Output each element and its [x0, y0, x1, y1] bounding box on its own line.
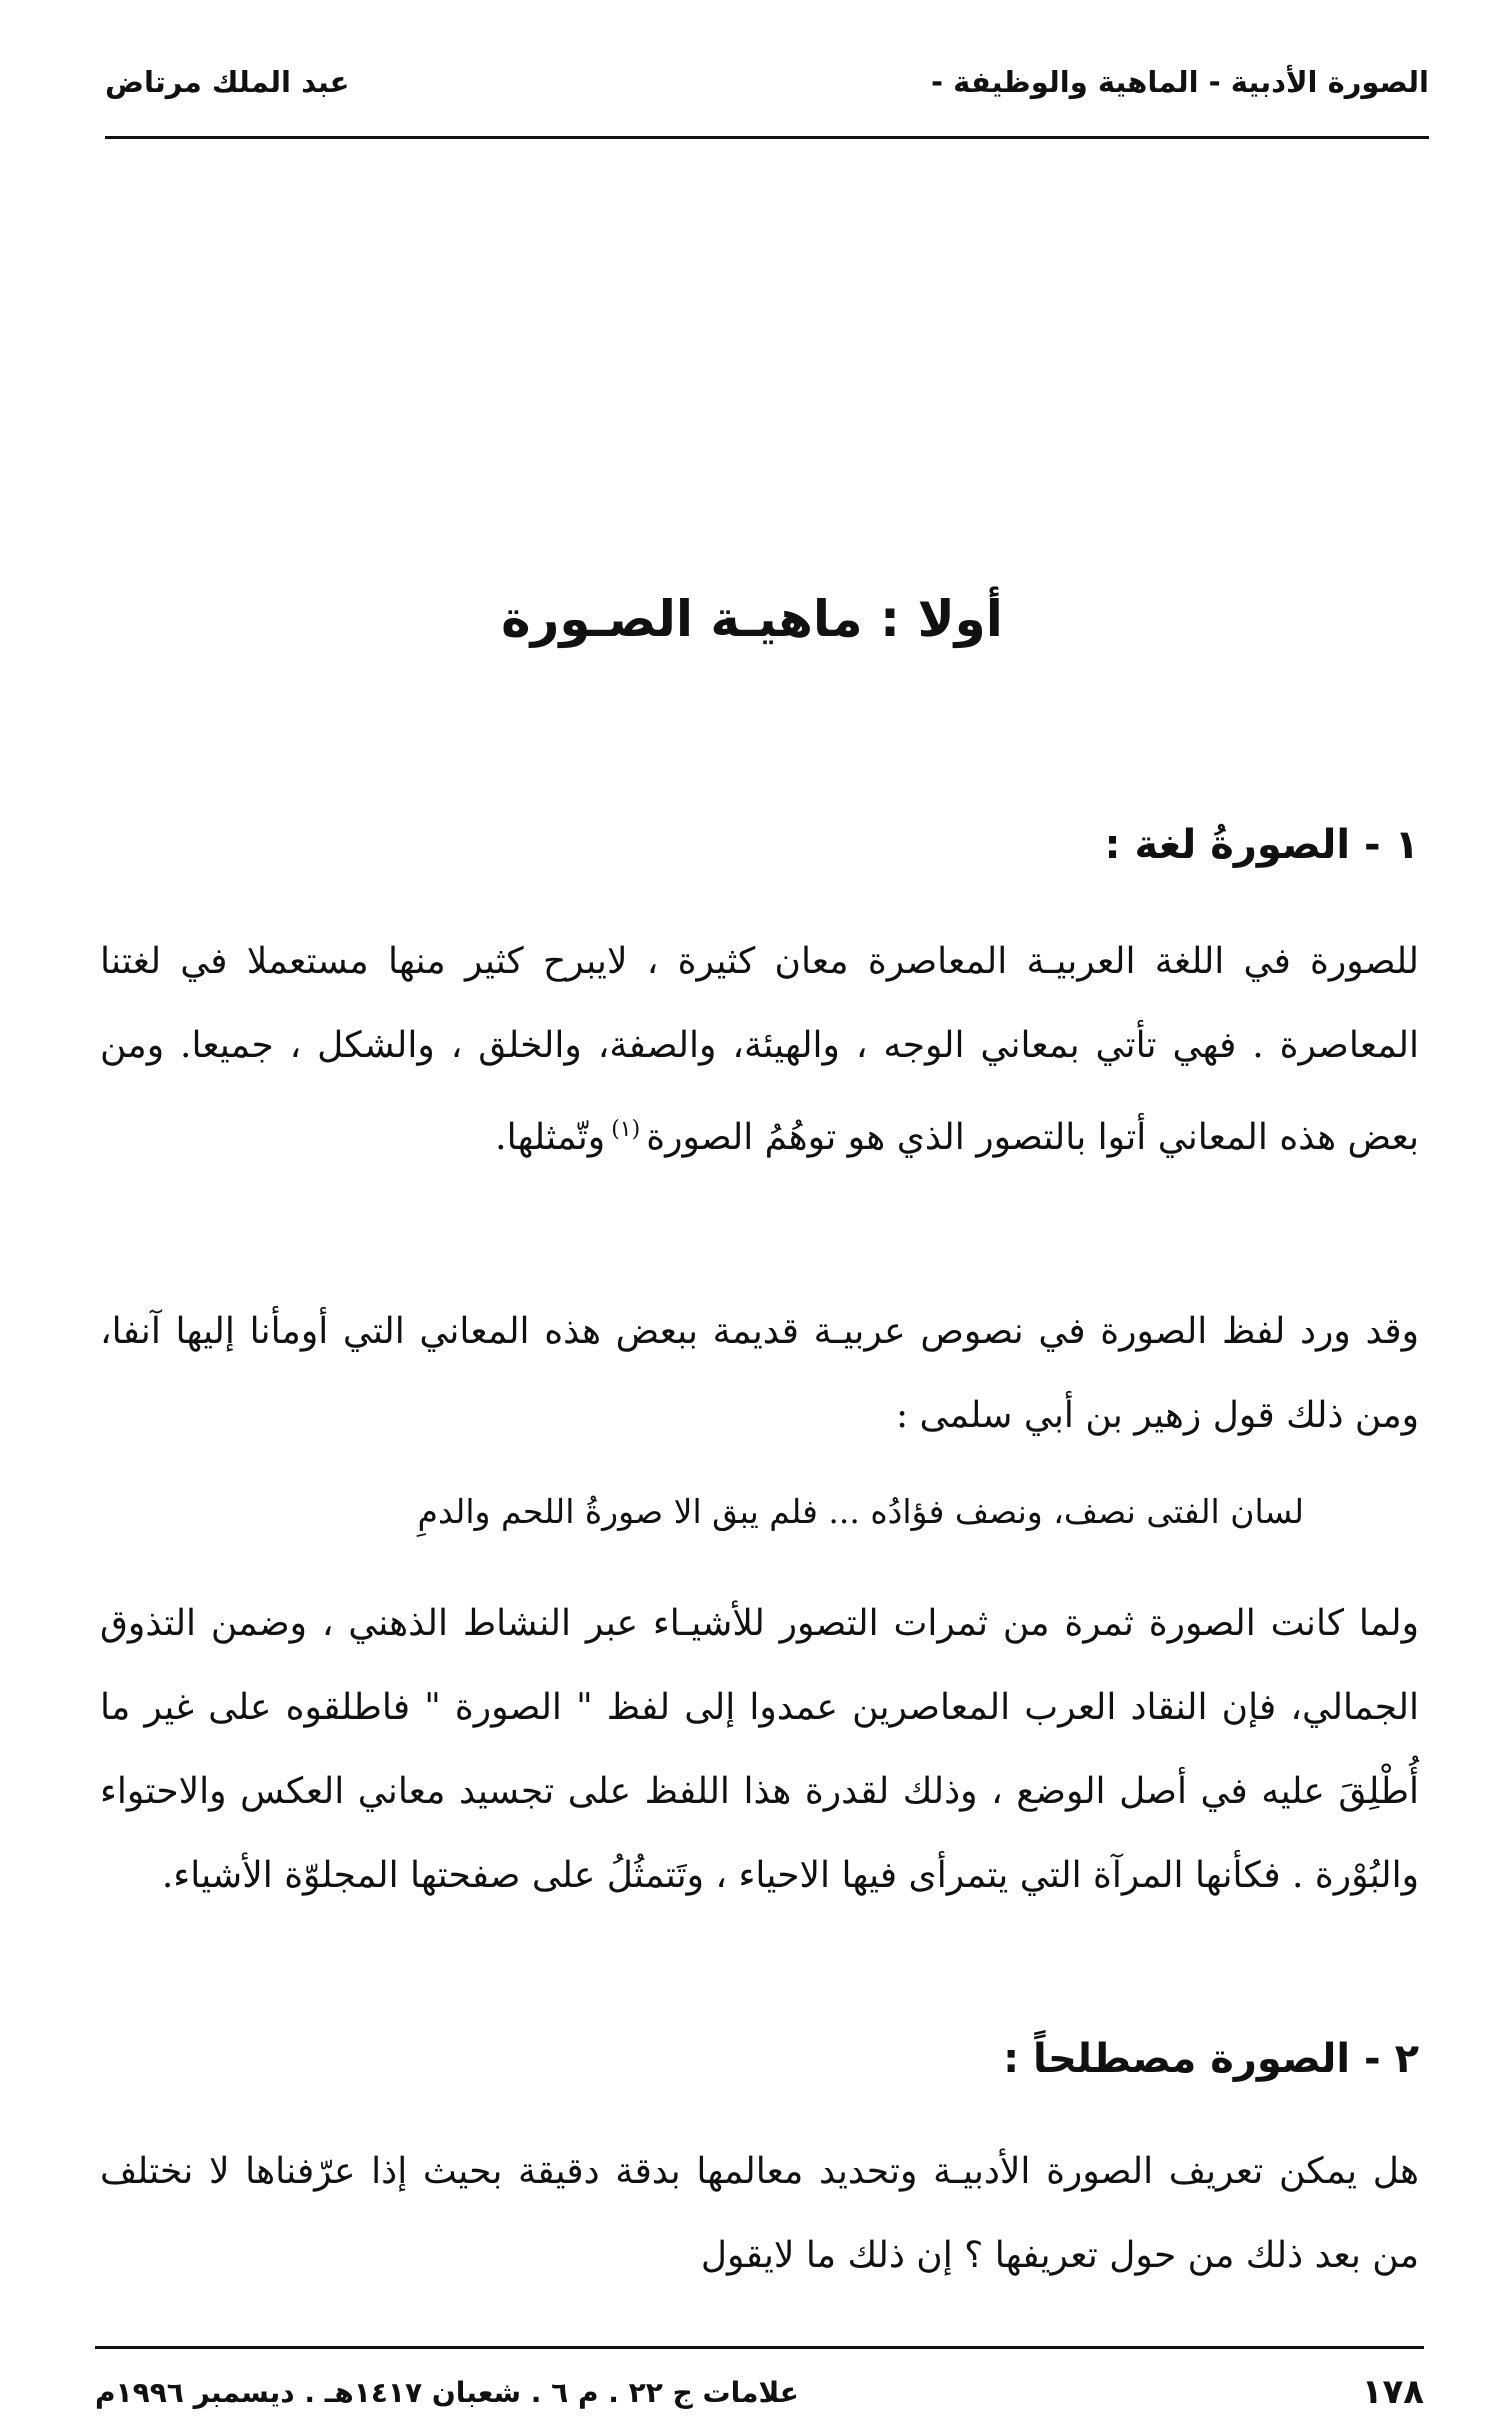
section-heading-term: ٢ - الصورة مصطلحاً :	[1003, 2036, 1419, 2082]
running-footer	[95, 2372, 1424, 2412]
paragraph-3: ولما كانت الصورة ثمرة من ثمرات التصور للأشيـاء عبر النشاط الذهني ، وضمن التذوق الجمالي، فإن النقاد العرب المعاصرين عمدوا إلى لفظ " الصورة " فاطلقوه على غير ما أُطْلِقَ عليه في أصل الوضع ، وذلك لقدرة هذا اللفظ على تجسيد معاني العكس والاحتواء والبُوْرة . فكأنها المرآة التي يتمرأى فيها الاحياء ، وتَتمثُلُ على صفحتها المجلوّة الأشياء.	[100, 1603, 1419, 1896]
header-author: عبد الملك مرتاض	[105, 65, 350, 99]
paragraph-4: هل يمكن تعريف الصورة الأدبيـة وتحديد معالمها بدقة دقيقة بحيث إذا عرّفناها لا نختلف من بعد ذلك من حول تعريفها ؟ إن ذلك ما لايقول	[100, 2151, 1419, 2276]
footnote-marker: (١)	[611, 1117, 641, 1142]
paragraph-2: وقد ورد لفظ الصورة في نصوص عربيـة قديمة ببعض هذه المعاني التي أومأنا إليها آنفا، ومن ذلك قول زهير بن أبي سلمى :	[100, 1311, 1419, 1436]
journal-citation: علامات ج ٢٢ . م ٦ . شعبان ١٤١٧هـ . ديسمبر ١٩٩٦م	[95, 2375, 799, 2409]
footer-divider	[95, 2346, 1424, 2349]
header-divider	[105, 136, 1429, 139]
paragraph-1-text: للصورة في اللغة العربيـة المعاصرة معان كثيرة ، لايبرح كثير منها مستعملا في لغتنا المعاصرة . فهي تأتي بمعاني الوجه ، والهيئة، والصفة، والخلق ، والشكل ، جميعا. ومن بعض هذه المعاني أتوا بالتصور الذي هو توهُمُ الصورة	[100, 941, 1419, 1158]
poetry-verse: لسان الفتى نصف، ونصف فؤادُه ... فلم يبق الا صورةُ اللحم والدمِ	[417, 1492, 1304, 1531]
chapter-title: أولا : ماهيـة الصـورة	[501, 590, 1003, 648]
paragraph-1-end: وتّمثلها.	[495, 1117, 606, 1158]
running-header	[105, 58, 1429, 106]
page-number: ١٧٨	[1361, 2372, 1424, 2412]
paragraph-1	[100, 920, 1419, 1180]
section-heading-language: ١ - الصورةُ لغة :	[1104, 822, 1419, 868]
header-title: الصورة الأدبية - الماهية والوظيفة -	[930, 65, 1429, 99]
